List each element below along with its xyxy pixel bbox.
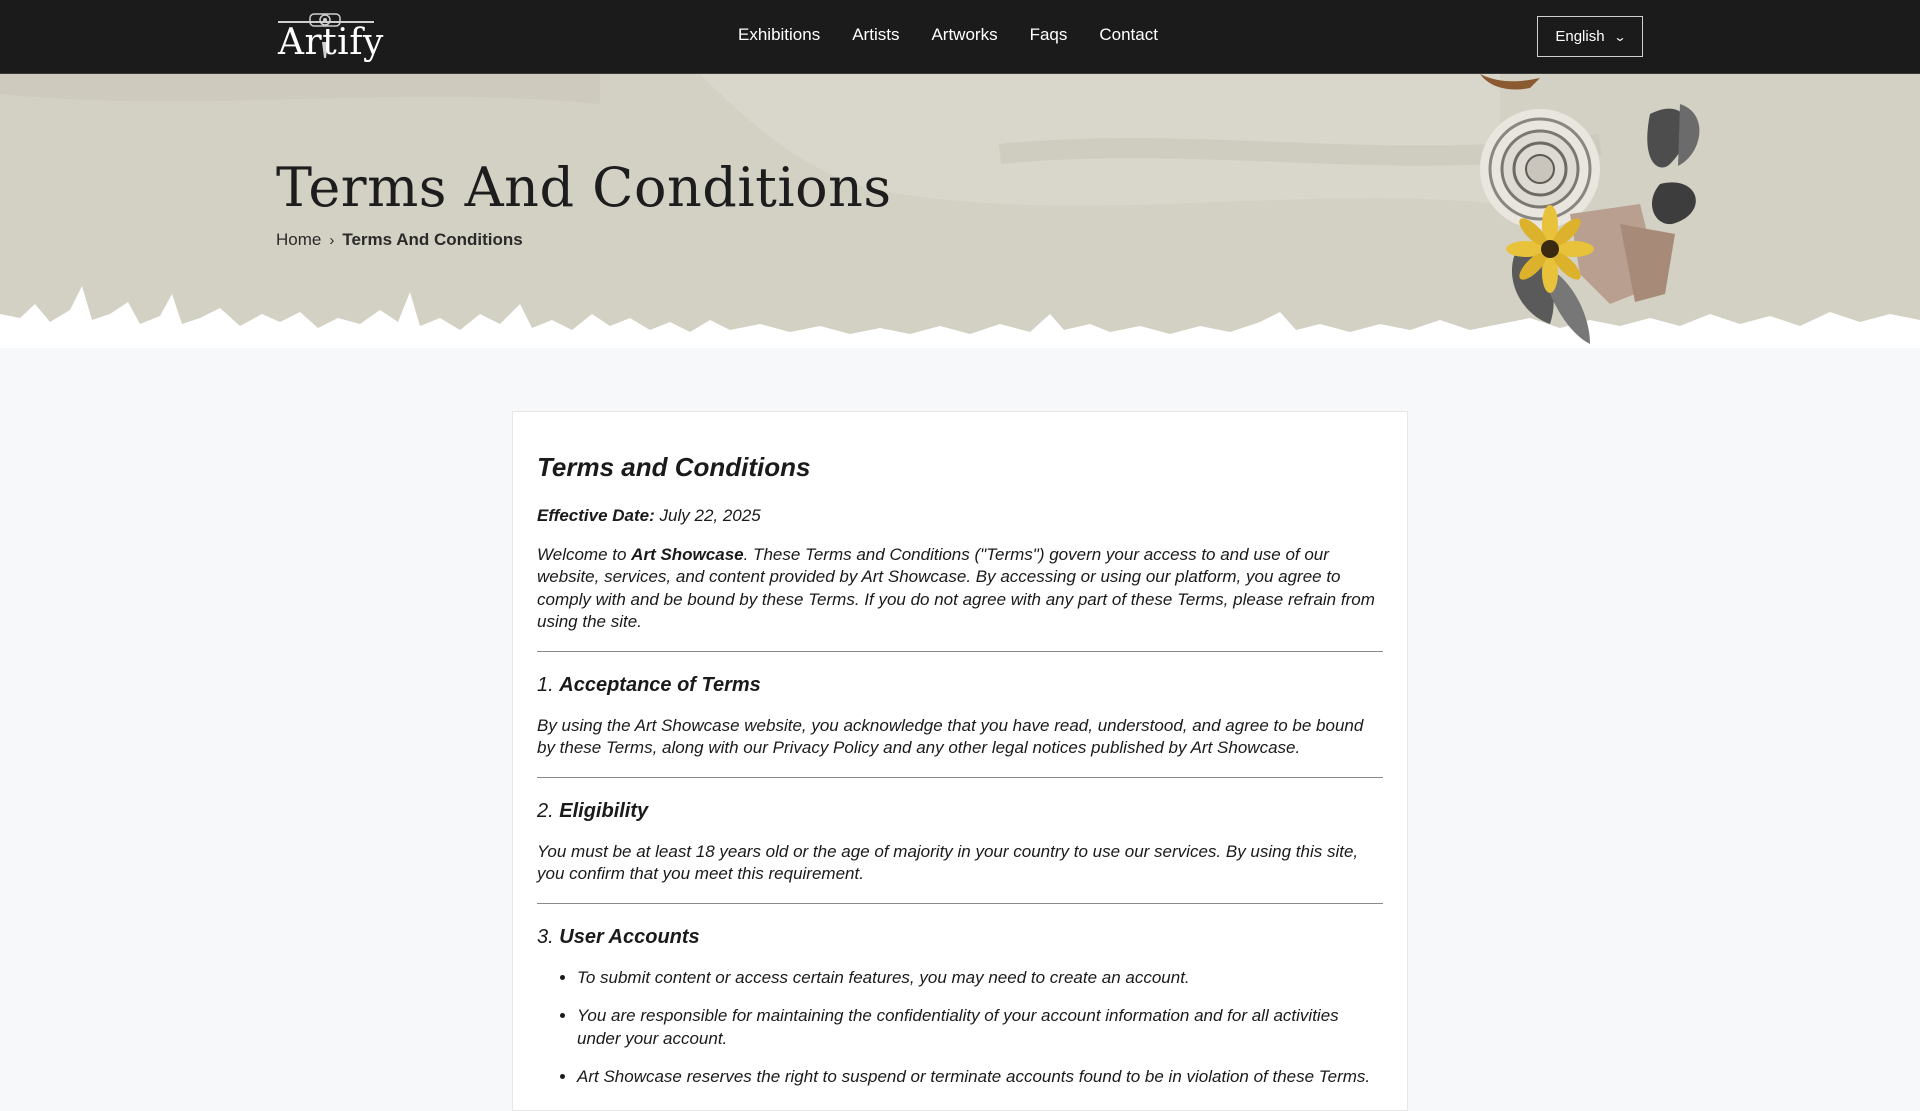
terms-heading: Terms and Conditions <box>537 452 811 482</box>
main-nav <box>738 25 1190 45</box>
section-number: 2. <box>537 799 554 822</box>
intro-pre: Welcome to <box>537 544 632 564</box>
effective-date-label: Effective Date: <box>537 506 655 525</box>
breadcrumb-home[interactable]: Home <box>276 230 322 249</box>
breadcrumb <box>276 230 523 250</box>
top-navbar <box>0 0 1920 74</box>
section-heading-eligibility <box>537 800 1383 823</box>
section-title: Acceptance of Terms <box>559 673 761 696</box>
section-title: User Accounts <box>559 925 700 948</box>
section-heading-user-accounts <box>537 926 1383 949</box>
effective-date-value: July 22, 2025 <box>659 506 761 525</box>
list-item: • Art Showcase reserves the right to suspend or terminate accounts found to be in violation of these Terms. <box>577 1066 1383 1089</box>
section-body-acceptance: By using the Art Showcase website, you acknowledge that you have read, understood, and agree to be bound by these Terms, along with our Privacy Policy and any other legal notices published by Art Showcase. <box>537 715 1364 757</box>
language-select[interactable] <box>1537 16 1643 57</box>
chevron-down-icon: ⌄ <box>1613 29 1627 44</box>
flower-collage <box>1440 74 1720 348</box>
nav-exhibitions[interactable]: Exhibitions <box>738 25 821 44</box>
terms-card <box>512 411 1408 1111</box>
breadcrumb-current: Terms And Conditions <box>342 230 523 249</box>
section-number: 3. <box>537 925 554 948</box>
divider <box>537 903 1383 904</box>
divider <box>537 651 1383 652</box>
intro-brand: Art Showcase <box>631 544 744 564</box>
nav-contact[interactable]: Contact <box>1099 25 1158 44</box>
list-item: • To submit content or access certain features, you may need to create an account. <box>577 967 1383 990</box>
section-body-eligibility: You must be at least 18 years old or the age of majority in your country to use our services. By using this site, you confirm that you meet this requirement. <box>537 841 1359 883</box>
page-title: Terms And Conditions <box>276 156 892 219</box>
user-accounts-list <box>537 967 1383 1089</box>
page-hero <box>0 74 1920 348</box>
nav-faqs[interactable]: Faqs <box>1029 25 1068 44</box>
logo-text: Artify <box>278 22 384 63</box>
intro-paragraph <box>537 544 1383 634</box>
effective-date <box>537 505 1383 528</box>
divider <box>537 777 1383 778</box>
artify-logo[interactable] <box>276 8 384 64</box>
nav-artworks[interactable]: Artworks <box>931 25 998 44</box>
intro-post: . These Terms and Conditions ("Terms") govern your access to and use of our website, services, and content provided by Art Showcase. By accessing or using our platform, you agree to comply with and be bound by these Terms. If you do not agree with any part of these Terms, please refrain from using the site. <box>537 544 1375 631</box>
section-heading-acceptance <box>537 674 1383 697</box>
section-number: 1. <box>537 673 554 696</box>
list-item: • You are responsible for maintaining the confidentiality of your account information and for all activities under your account. <box>577 1005 1383 1050</box>
nav-artists[interactable]: Artists <box>852 25 900 44</box>
chevron-right-icon: › <box>329 231 335 249</box>
language-value: English <box>1555 28 1605 45</box>
section-title: Eligibility <box>559 799 649 822</box>
